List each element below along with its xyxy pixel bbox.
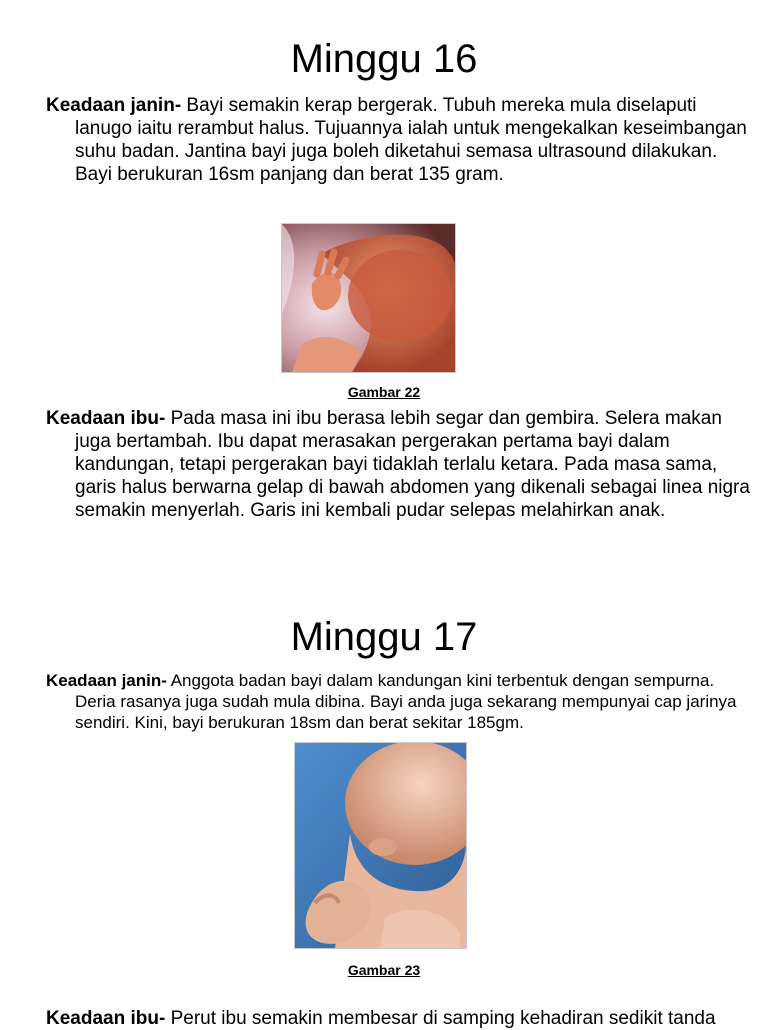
- week16-heading: Minggu 16: [290, 37, 478, 81]
- fetus-photo-week17: [294, 742, 467, 949]
- week16-fetus-text: Bayi semakin kerap bergerak. Tubuh mereka mula diselaputi lanugo iaitu rerambut halus. Tujuannya ialah untuk mengekalkan keseimbangan suhu badan. Jantina bayi juga boleh diketahui semasa ultrasound dilakukan. Bayi berukuran 16sm panjang dan berat 135 gram.: [75, 95, 747, 185]
- week17-fetus-lead: Keadaan janin-: [46, 671, 167, 690]
- week16-mother-paragraph: [46, 407, 755, 522]
- week17-fetus-paragraph: [46, 670, 755, 733]
- week16-fetus-lead: Keadaan janin-: [46, 95, 182, 116]
- week17-mother-lead: Keadaan ibu-: [46, 1008, 166, 1029]
- week17-mother-text: Perut ibu semakin membesar di samping kehadiran sedikit tanda: [165, 1008, 716, 1029]
- week17-heading: Minggu 17: [290, 615, 478, 659]
- caption-gambar-23: Gambar 23: [347, 962, 421, 978]
- caption-gambar-22: Gambar 22: [347, 384, 421, 400]
- week16-mother-text: Pada masa ini ibu berasa lebih segar dan gembira. Selera makan juga bertambah. Ibu dapat merasakan pergerakan pertama bayi dalam kandungan, tetapi pergerakan bayi tidaklah terlalu ketara. Pada masa sama, garis halus berwarna gelap di bawah abdomen yang dikenali sebagai linea nigra semakin menyerlah. Garis ini kembali pudar selepas melahirkan anak.: [75, 408, 750, 521]
- fetus-week17-illustration: [295, 743, 466, 948]
- fetus-photo-week16: [281, 223, 456, 373]
- week16-fetus-paragraph: [46, 94, 755, 186]
- week16-mother-lead: Keadaan ibu-: [46, 408, 166, 429]
- fetus-week16-illustration: [282, 224, 455, 372]
- week17-fetus-text: Anggota badan bayi dalam kandungan kini terbentuk dengan sempurna. Deria rasanya juga sudah mula dibina. Bayi anda juga sekarang mempunyai cap jarinya sendiri. Kini, bayi berukuran 18sm dan berat sekitar 185gm.: [75, 671, 737, 732]
- week17-mother-paragraph: [46, 1007, 755, 1030]
